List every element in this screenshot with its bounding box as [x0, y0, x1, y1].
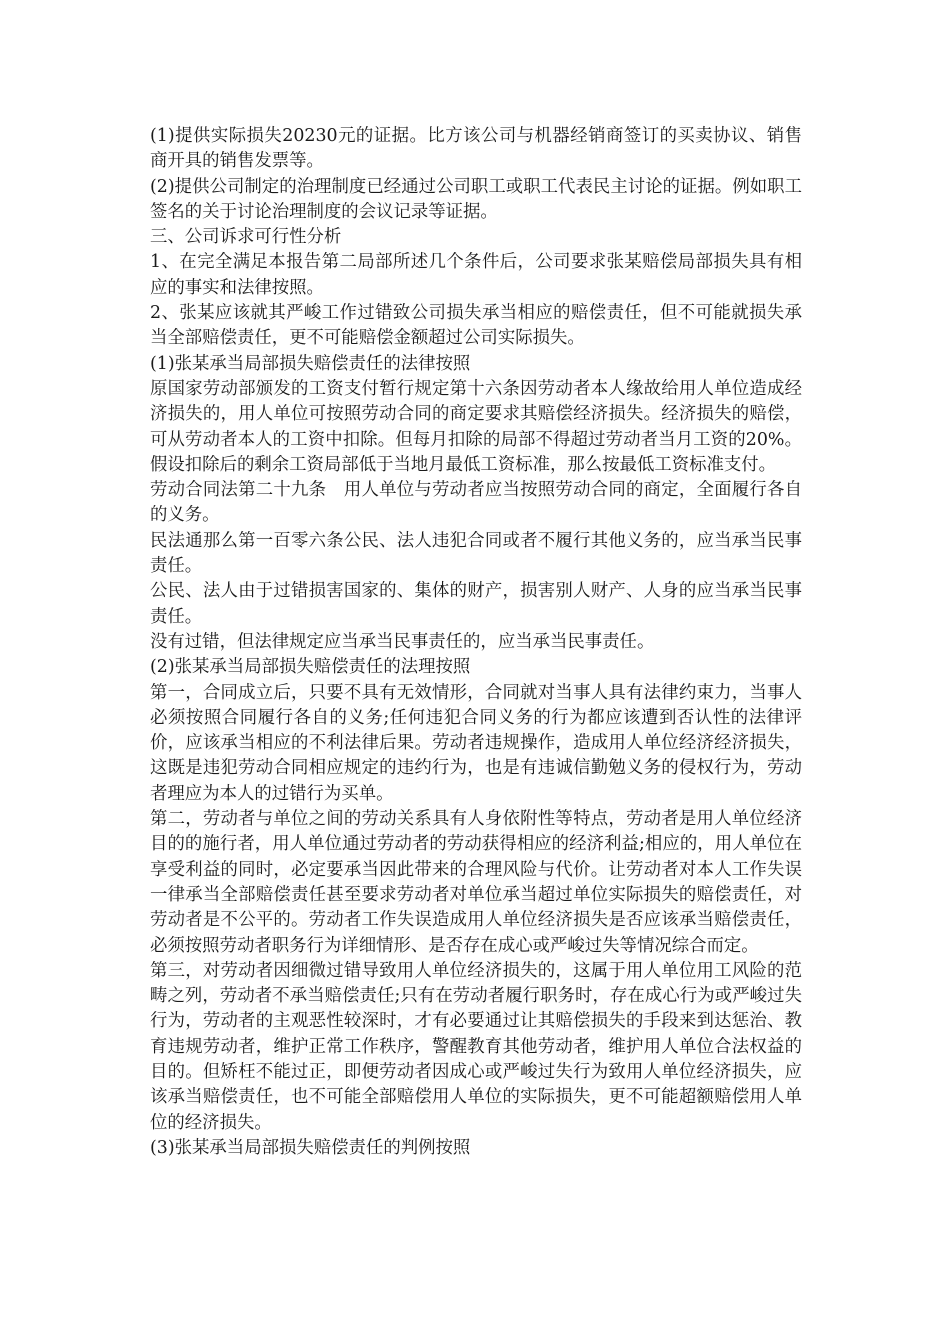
paragraph: 民法通那么第一百零六条公民、法人违犯合同或者不履行其他义务的，应当承当民事责任。 [150, 530, 802, 577]
paragraph: 2、张某应该就其严峻工作过错致公司损失承当相应的赔偿责任，但不可能就损失承当全部赔偿责任，更不可能赔偿金额超过公司实际损失。 [150, 303, 802, 349]
paragraph: 第三，对劳动者因细微过错导致用人单位经济损失的，这属于用人单位用工风险的范畴之列，劳动者不承当赔偿责任;只有在劳动者履行职务时，存在成心行为或严峻过失行为，劳动者的主观恶性较深时，才有必要通过让其赔偿损失的手段来到达惩治、教育违规劳动者，维护正常工作秩序，警醒教育其他劳动者，维护用人单位合法权益的目的。但矫枉不能过正，即便劳动者因成心或严峻过失行为致用人单位经济损失，应该承当赔偿责任，也不可能全部赔偿用人单位的实际损失，更不可能超额赔偿用人单位的经济损失。 [150, 960, 802, 1133]
section-heading: 三、公司诉求可行性分析 [150, 227, 342, 248]
paragraph: 1、在完全满足本报告第二局部所述几个条件后，公司要求张某赔偿局部损失具有相应的事实和法律按照。 [150, 252, 802, 298]
document-body [150, 124, 802, 1161]
paragraph: 原国家劳动部颁发的工资支付暂行规定第十六条因劳动者本人缘故给用人单位造成经济损失的，用人单位可按照劳动合同的商定要求其赔偿经济损失。经济损失的赔偿，可从劳动者本人的工资中扣除。但每月扣除的局部不得超过劳动者当月工资的20%。假设扣除后的剩余工资局部低于当地月最低工资标准，那么按最低工资标准支付。 [150, 378, 802, 475]
paragraph: 劳动合同法第二十九条 用人单位与劳动者应当按照劳动合同的商定，全面履行各自的义务。 [150, 480, 802, 526]
paragraph: (1)提供实际损失20230元的证据。比方该公司与机器经销商签订的买卖协议、销售商开具的销售发票等。 [150, 126, 802, 172]
subheading: (3)张某承当局部损失赔偿责任的判例按照 [150, 1137, 471, 1158]
subheading: (1)张某承当局部损失赔偿责任的法律按照 [150, 353, 471, 374]
paragraph: 第一，合同成立后，只要不具有无效情形，合同就对当事人具有法律约束力，当事人必须按照合同履行各自的义务;任何违犯合同义务的行为都应该遭到否认性的法律评价，应该承当相应的不利法律后果。劳动者违规操作，造成用人单位经济经济损失，这既是违犯劳动合同相应规定的违约行为，也是有违诚信勤勉义务的侵权行为，劳动者理应为本人的过错行为买单。 [150, 682, 802, 804]
paragraph: 没有过错，但法律规定应当承当民事责任的，应当承当民事责任。 [150, 631, 655, 652]
paragraph: (2)提供公司制定的治理制度已经通过公司职工或职工代表民主讨论的证据。例如职工签名的关于讨论治理制度的会议记录等证据。 [150, 176, 802, 222]
subheading: (2)张某承当局部损失赔偿责任的法理按照 [150, 657, 471, 678]
paragraph: 第二，劳动者与单位之间的劳动关系具有人身依附性等特点，劳动者是用人单位经济目的的施行者，用人单位通过劳动者的劳动获得相应的经济利益;相应的，用人单位在享受利益的同时，必定要承当因此带来的合理风险与代价。让劳动者对本人工作失误一律承当全部赔偿责任甚至要求劳动者对单位承当超过单位实际损失的赔偿责任，对劳动者是不公平的。劳动者工作失误造成用人单位经济损失是否应该承当赔偿责任，必须按照劳动者职务行为详细情形、是否存在成心或严峻过失等情况综合而定。 [150, 809, 802, 956]
paragraph: 公民、法人由于过错损害国家的、集体的财产，损害别人财产、人身的应当承当民事责任。 [150, 581, 802, 627]
